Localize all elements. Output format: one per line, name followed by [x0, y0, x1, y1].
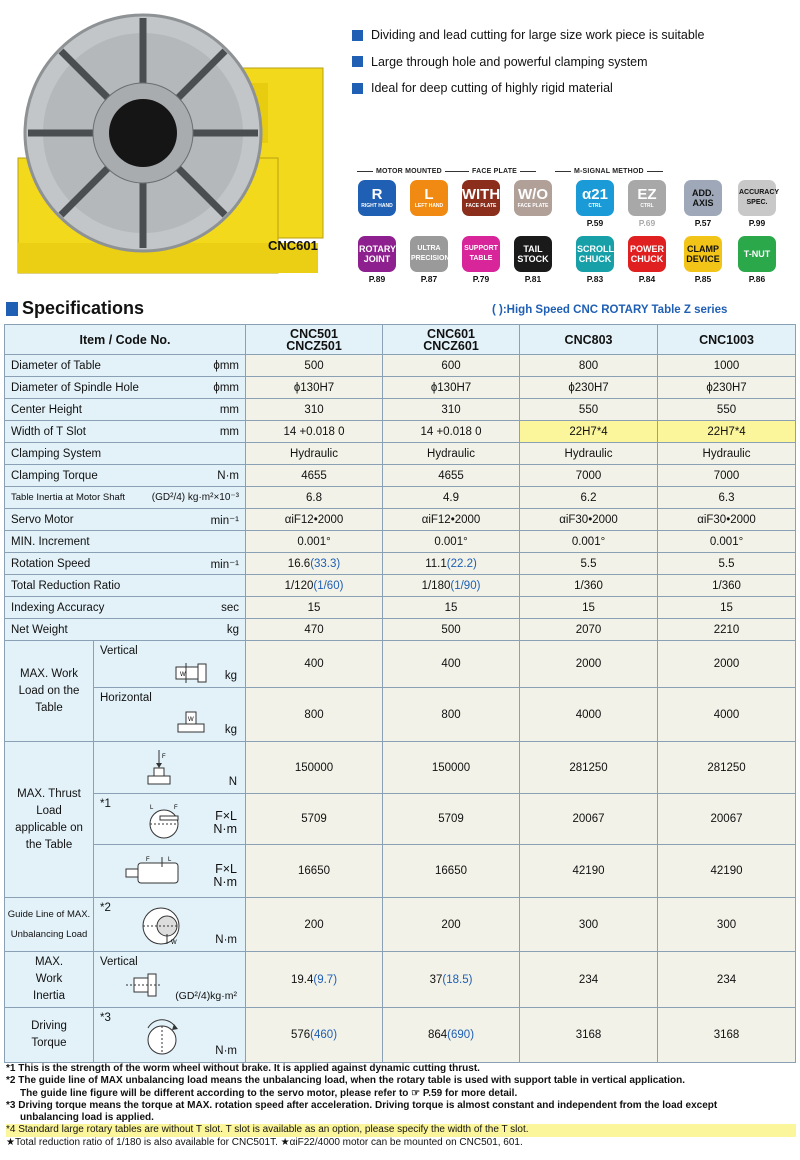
- table-row: MAX. Work Inertia Vertical (GD²/4)kg·m² 19.4(9.7) 37(18.5) 234 234: [5, 952, 796, 1008]
- spec-value: 15: [246, 597, 383, 619]
- spec-value: 7000: [658, 465, 796, 487]
- col-header-cnc601: CNC601 CNCZ601: [383, 325, 520, 355]
- spec-value: 4655: [383, 465, 520, 487]
- svg-text:L: L: [150, 805, 154, 811]
- inertia-group-label: MAX. Work Inertia: [5, 952, 94, 1008]
- table-row: [5, 575, 796, 597]
- spec-value: 2210: [658, 619, 796, 641]
- thrust-axial-label: F N: [94, 742, 246, 794]
- spec-value: 310: [246, 399, 383, 421]
- option-icon-support-table: SUPPORT TABLE P.79: [462, 236, 500, 284]
- work-load-horizontal-label: Horizontal W kg: [94, 688, 246, 742]
- bullet-square-icon: [352, 30, 363, 41]
- spec-value: 15: [383, 597, 520, 619]
- unbalance-diagram-icon: [139, 904, 187, 948]
- spec-value: Hydraulic: [246, 443, 383, 465]
- spec-value: 1000: [658, 355, 796, 377]
- svg-text:W: W: [180, 672, 186, 678]
- unbalance-diagram-cell: *2 W N·m: [94, 898, 246, 952]
- spec-value: 800: [520, 355, 658, 377]
- spec-unit: ϕmm: [213, 359, 240, 372]
- spec-label: Width of T Slot: [11, 425, 86, 438]
- spec-value: Hydraulic: [520, 443, 658, 465]
- spec-label: Servo Motor: [11, 513, 74, 526]
- unbalance-group-label: Guide Line of MAX. Unbalancing Load: [5, 898, 94, 952]
- spec-value: 6.3: [658, 487, 796, 509]
- option-icon--21: α21 CTRL P.59: [576, 180, 614, 228]
- spec-value: 14 +0.018 0: [246, 421, 383, 443]
- spec-value: αiF12•2000: [383, 509, 520, 531]
- spec-value: Hydraulic: [658, 443, 796, 465]
- spec-label: Center Height: [11, 403, 82, 416]
- bullet-square-icon: [352, 56, 363, 67]
- option-icon-l: L LEFT HAND: [410, 180, 448, 228]
- table-row: [5, 421, 796, 443]
- icon-group-motor-mounted: MOTOR MOUNTED: [354, 168, 464, 175]
- table-row: [5, 531, 796, 553]
- spec-value: 1/180(1/90): [383, 575, 520, 597]
- spec-value: 500: [246, 355, 383, 377]
- spec-value: 600: [383, 355, 520, 377]
- table-row: [5, 487, 796, 509]
- spec-value: ϕ130H7: [246, 377, 383, 399]
- spec-value: 22H7*4: [520, 421, 658, 443]
- product-header: [0, 0, 800, 300]
- col-header-cnc501: CNC501 CNCZ501: [246, 325, 383, 355]
- inertia-diagram-cell: Vertical (GD²/4)kg·m²: [94, 952, 246, 1008]
- spec-label: Clamping System: [11, 447, 102, 460]
- option-icon-with: WITH FACE PLATE: [462, 180, 500, 228]
- spec-value: 16.6(33.3): [246, 553, 383, 575]
- table-row: [5, 509, 796, 531]
- spec-value: 22H7*4: [658, 421, 796, 443]
- spec-value: 1/360: [520, 575, 658, 597]
- model-caption: CNC601: [268, 238, 318, 253]
- svg-text:W: W: [188, 717, 194, 723]
- specifications-heading: Specifications: [6, 298, 144, 319]
- spec-value: 2070: [520, 619, 658, 641]
- table-row: MAX. Work Load on the Table Vertical W kg 400 400 2000 2000: [5, 641, 796, 688]
- axial-thrust-diagram-icon: [144, 748, 174, 788]
- item-header: Item / Code No.: [5, 325, 246, 355]
- spec-unit: mm: [219, 425, 240, 438]
- footnote-2: *2 The guide line of MAX unbalancing load means the unbalancing load, when the rotary table is used with support table in vertical application.: [6, 1075, 685, 1087]
- footnote-4: *4 Standard large rotary tables are without T slot. T slot is available as an option, please specify the width of the T slot.: [6, 1124, 796, 1136]
- table-row: [5, 553, 796, 575]
- spec-unit: min⁻¹: [210, 558, 240, 571]
- inertia-diagram-icon: [124, 972, 164, 998]
- spec-value: 310: [383, 399, 520, 421]
- spec-label: Total Reduction Ratio: [11, 579, 121, 592]
- footnote-3-cont: unbalancing load is applied.: [20, 1112, 154, 1124]
- col-header-cnc1003: CNC1003: [658, 325, 796, 355]
- spec-value: 0.001°: [520, 531, 658, 553]
- torque-group-label: Driving Torque: [5, 1008, 94, 1063]
- option-icon-accuracy-spec-: ACCURACY SPEC. P.99: [738, 180, 776, 228]
- footnotes: [6, 1063, 796, 1149]
- specifications-table: [4, 324, 796, 1063]
- option-icon-r: R RIGHT HAND: [358, 180, 396, 228]
- moment-horizontal-diagram-icon: [124, 853, 184, 891]
- svg-text:F: F: [146, 857, 150, 863]
- col-header-cnc803: CNC803: [520, 325, 658, 355]
- table-row: [5, 399, 796, 421]
- option-icon-clamp-device: CLAMP DEVICE P.85: [684, 236, 722, 284]
- torque-diagram-cell: *3 N·m: [94, 1008, 246, 1063]
- option-icon-ez: EZ CTRL P.69: [628, 180, 666, 228]
- table-row: Guide Line of MAX. Unbalancing Load *2 W N·m 200 200 300 300: [5, 898, 796, 952]
- spec-value: 11.1(22.2): [383, 553, 520, 575]
- spec-value: αiF12•2000: [246, 509, 383, 531]
- thrust-moment-vertical-label: *1 L F F×L N·m: [94, 794, 246, 845]
- spec-unit: N·m: [217, 469, 240, 482]
- spec-value: 4655: [246, 465, 383, 487]
- spec-label: Diameter of Spindle Hole: [11, 381, 139, 394]
- vertical-load-diagram-icon: [172, 661, 212, 685]
- svg-text:L: L: [168, 857, 172, 863]
- spec-label: Net Weight: [11, 623, 68, 636]
- spec-value: αiF30•2000: [520, 509, 658, 531]
- spec-value: ϕ230H7: [520, 377, 658, 399]
- spec-value: Hydraulic: [383, 443, 520, 465]
- svg-text:W: W: [171, 940, 177, 946]
- table-row: Horizontal W kg 800 800 4000 4000: [5, 688, 796, 742]
- option-icon-add-axis: ADD. AXIS P.57: [684, 180, 722, 228]
- work-load-vertical-label: Vertical W kg: [94, 641, 246, 688]
- table-row: [5, 443, 796, 465]
- icon-group-face-plate: FACE PLATE: [450, 168, 539, 175]
- spec-value: 500: [383, 619, 520, 641]
- bullet-square-icon: [352, 83, 363, 94]
- table-row: F L F×L N·m 16650 16650 42190 42190: [5, 845, 796, 898]
- option-icon-t-nut: T-NUT P.86: [738, 236, 776, 284]
- spec-value: 470: [246, 619, 383, 641]
- option-icon-w-o: W/O FACE PLATE: [514, 180, 552, 228]
- feature-item: Large through hole and powerful clamping system: [352, 49, 705, 76]
- spec-value: 6.8: [246, 487, 383, 509]
- heading-marker-icon: [6, 302, 18, 316]
- thrust-group-label: MAX. Thrust Load applicable on the Table: [5, 742, 94, 898]
- horizontal-load-diagram-icon: [174, 710, 210, 736]
- table-row: *1 L F F×L N·m 5709 5709 20067 20067: [5, 794, 796, 845]
- spec-unit: ϕmm: [213, 381, 240, 394]
- table-row: [5, 619, 796, 641]
- footnote-2-cont: The guide line figure will be different according to the servo motor, please refer to ☞ P.59 for more detail.: [20, 1087, 518, 1099]
- spec-value: 4.9: [383, 487, 520, 509]
- spec-value: 15: [520, 597, 658, 619]
- spec-label: Rotation Speed: [11, 557, 91, 570]
- spec-value: ϕ130H7: [383, 377, 520, 399]
- spec-value: 550: [658, 399, 796, 421]
- footnote-5: ★Total reduction ratio of 1/180 is also available for CNC501T. ★αiF22/4000 motor can be mounted on CNC501, 601.: [6, 1136, 523, 1148]
- footnote-1: *1 This is the strength of the worm wheel without brake. It is applied against dynamic cutting thrust.: [6, 1063, 480, 1074]
- table-row: [5, 597, 796, 619]
- spec-unit: kg: [226, 623, 240, 636]
- spec-unit: sec: [221, 601, 240, 614]
- feature-item: Dividing and lead cutting for large size work piece is suitable: [352, 22, 705, 49]
- spec-label: Indexing Accuracy: [11, 601, 105, 614]
- spec-label: Diameter of Table: [11, 359, 101, 372]
- thrust-moment-horizontal-label: F L F×L N·m: [94, 845, 246, 898]
- spec-value: 5.5: [520, 553, 658, 575]
- spec-label: Clamping Torque: [11, 469, 98, 482]
- spec-value: 7000: [520, 465, 658, 487]
- table-row: [5, 355, 796, 377]
- icon-group-m-signal: M-SIGNAL METHOD: [552, 168, 666, 175]
- table-row: [5, 465, 796, 487]
- spec-value: αiF30•2000: [658, 509, 796, 531]
- table-row: Driving Torque *3 N·m 576(460) 864(690) 3168 3168: [5, 1008, 796, 1063]
- spec-label: MIN. Increment: [11, 535, 90, 548]
- torque-diagram-icon: [142, 1014, 182, 1058]
- spec-unit: (GD²/4) kg·m²×10⁻³: [151, 492, 240, 503]
- spec-value: 1/360: [658, 575, 796, 597]
- spec-value: 0.001°: [246, 531, 383, 553]
- spec-value: 1/120(1/60): [246, 575, 383, 597]
- spec-label: Table Inertia at Motor Shaft: [11, 492, 126, 503]
- spec-value: 15: [658, 597, 796, 619]
- spec-value: 5.5: [658, 553, 796, 575]
- option-icon-ultra-precision: ULTRA PRECISION P.87: [410, 236, 448, 284]
- option-icon-tail-stock: TAIL STOCK P.81: [514, 236, 552, 284]
- svg-text:F: F: [162, 754, 166, 760]
- table-row: MAX. Thrust Load applicable on the Table F N 150000 150000 281250 281250: [5, 742, 796, 794]
- spec-value: 6.2: [520, 487, 658, 509]
- work-load-group-label: MAX. Work Load on the Table: [5, 641, 94, 742]
- svg-text:F: F: [174, 805, 178, 811]
- spec-value: 0.001°: [383, 531, 520, 553]
- feature-item: Ideal for deep cutting of highly rigid material: [352, 75, 705, 102]
- spec-value: 550: [520, 399, 658, 421]
- table-header-row: [5, 325, 796, 355]
- spec-value: 14 +0.018 0: [383, 421, 520, 443]
- moment-vertical-diagram-icon: [144, 802, 184, 840]
- table-row: [5, 377, 796, 399]
- option-icon-scroll-chuck: SCROLL CHUCK P.83: [576, 236, 614, 284]
- option-icon-power-chuck: POWER CHUCK P.84: [628, 236, 666, 284]
- feature-list: [352, 22, 705, 102]
- spec-unit: min⁻¹: [210, 514, 240, 527]
- footnote-3: *3 Driving torque means the torque at MAX. rotation speed after acceleration. Driving torque is almost constant and independent from the load except: [6, 1099, 718, 1111]
- option-icon-rotary-joint: ROTARY JOINT P.89: [358, 236, 396, 284]
- spec-value: ϕ230H7: [658, 377, 796, 399]
- series-note: ( ):High Speed CNC ROTARY Table Z series: [492, 304, 728, 316]
- spec-unit: mm: [219, 403, 240, 416]
- spec-value: 0.001°: [658, 531, 796, 553]
